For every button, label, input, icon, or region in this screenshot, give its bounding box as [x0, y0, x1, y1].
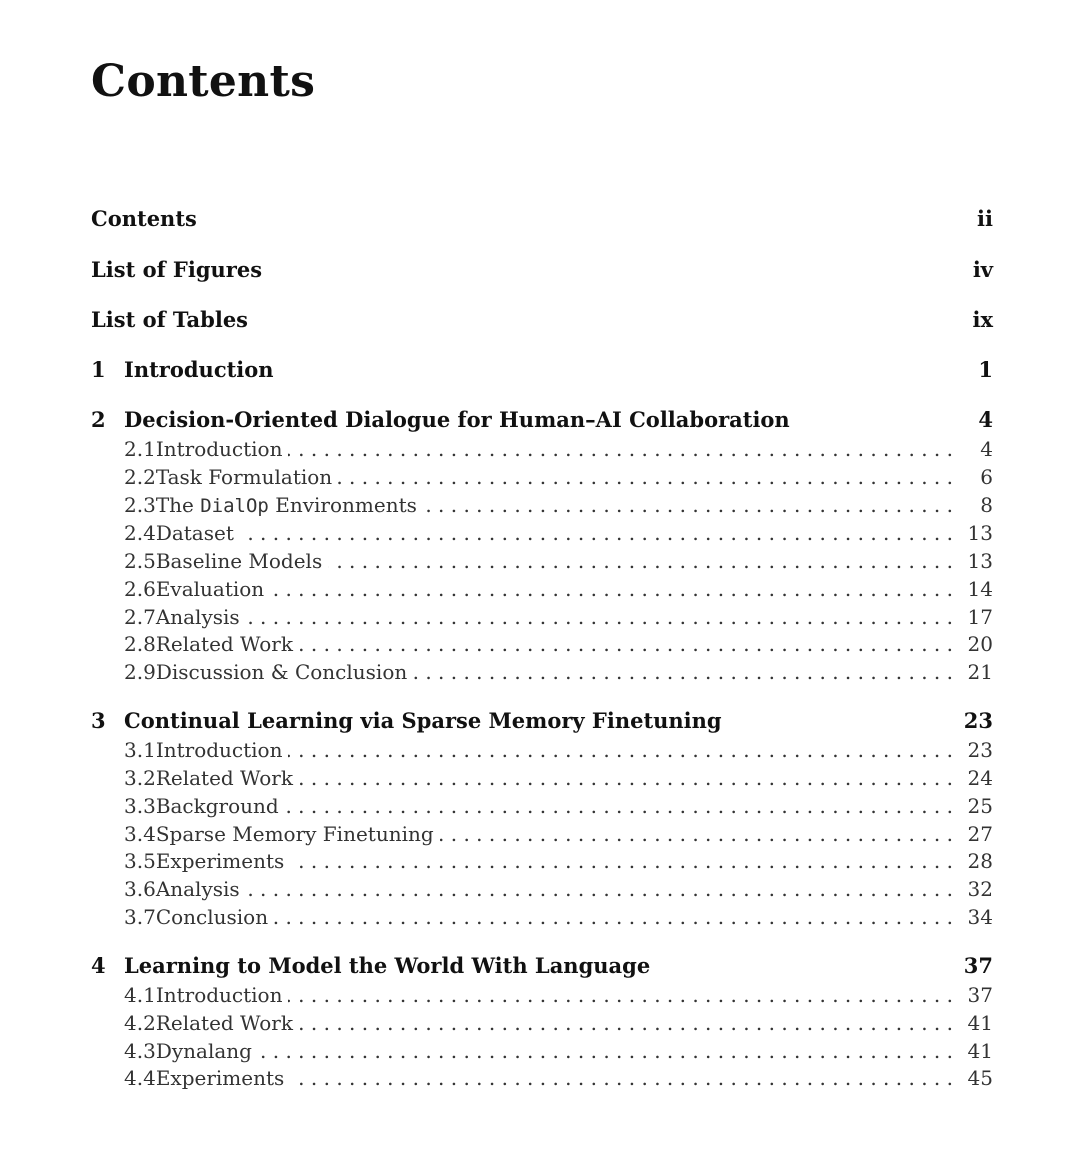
toc-section-page: 21 [967, 660, 993, 684]
toc-section-number: 3.1 [124, 738, 156, 762]
toc-section[interactable] [124, 435, 993, 463]
toc-section[interactable] [124, 603, 993, 631]
toc-section-title: Evaluation [155, 577, 265, 601]
toc-section[interactable] [124, 547, 993, 575]
toc-section-number: 4.3 [124, 1039, 156, 1063]
toc-chapter-page: 4 [978, 407, 993, 432]
toc-entry-title: List of Tables [91, 307, 248, 332]
toc-section[interactable] [124, 491, 993, 520]
toc-chapter-1[interactable] [91, 356, 993, 384]
toc-section-page: 8 [980, 493, 993, 517]
toc-section-page: 17 [967, 605, 993, 629]
toc-section-page: 34 [967, 905, 993, 929]
toc-section-number: 3.5 [124, 849, 156, 873]
toc-section-title: Discussion & Conclusion [155, 660, 408, 684]
toc-section-number: 4.4 [124, 1066, 156, 1090]
toc-section-title: Related Work [155, 1011, 293, 1035]
dot-leaders [293, 630, 965, 658]
toc-section[interactable] [124, 519, 993, 547]
toc-section-page: 41 [967, 1039, 993, 1063]
toc-section-page: 41 [967, 1011, 993, 1035]
dot-leaders [284, 847, 965, 875]
dot-leaders [240, 875, 965, 903]
toc-section-page: 25 [967, 794, 993, 818]
dot-leaders [279, 792, 965, 820]
toc-section-page: 24 [967, 766, 993, 790]
toc-section[interactable] [124, 658, 993, 686]
toc-section-number: 4.1 [124, 983, 156, 1007]
toc-section-page: 23 [967, 738, 993, 762]
toc-section[interactable] [124, 981, 993, 1009]
dot-leaders [264, 575, 965, 603]
toc-section[interactable] [124, 792, 993, 820]
toc-section[interactable] [124, 736, 993, 764]
dot-leaders [332, 463, 965, 491]
toc-entry-page: iv [972, 257, 993, 282]
toc-section-title: Analysis [155, 605, 240, 629]
toc-section-title: Dataset [155, 521, 234, 545]
toc-chapter-number: 3 [91, 708, 106, 733]
title-suffix: Environments [275, 493, 417, 517]
toc-section[interactable] [124, 1064, 993, 1092]
dot-leaders [282, 435, 965, 463]
toc-chapter-number: 1 [91, 357, 106, 382]
page-title: Contents [91, 56, 316, 107]
toc-section[interactable] [124, 875, 993, 903]
toc-section-number: 3.3 [124, 794, 156, 818]
toc-section-number: 3.7 [124, 905, 156, 929]
title-code: DialOp [200, 495, 269, 517]
toc-chapter-title: Continual Learning via Sparse Memory Finetuning [124, 708, 722, 733]
toc-section[interactable] [124, 764, 993, 792]
dot-leaders [282, 981, 965, 1009]
toc-section[interactable] [124, 847, 993, 875]
title-prefix: The [155, 493, 194, 517]
toc-entry-page: ii [977, 206, 993, 231]
toc-section[interactable] [124, 1009, 993, 1037]
toc-section-number: 3.2 [124, 766, 156, 790]
toc-section[interactable] [124, 1037, 993, 1065]
toc-section-page: 13 [967, 521, 993, 545]
toc-section-title: Analysis [155, 877, 240, 901]
dot-leaders [293, 764, 965, 792]
toc-chapter-3[interactable] [91, 707, 993, 735]
dot-leaders [234, 519, 965, 547]
toc-section-number: 3.4 [124, 822, 156, 846]
dot-leaders [407, 658, 965, 686]
toc-entry-list-of-tables[interactable] [91, 306, 993, 334]
toc-entry-page: ix [972, 307, 993, 332]
toc-section-page: 14 [967, 577, 993, 601]
toc-section-title: Experiments [155, 849, 285, 873]
toc-section-page: 27 [967, 822, 993, 846]
toc-section-number: 2.5 [124, 549, 156, 573]
toc-section-page: 6 [980, 465, 993, 489]
toc-section-title: Sparse Memory Finetuning [155, 822, 434, 846]
toc-chapter-number: 4 [91, 953, 106, 978]
toc-section-title: Baseline Models [155, 549, 323, 573]
toc-section-title: Experiments [155, 1066, 285, 1090]
toc-section-title: Related Work [155, 766, 293, 790]
toc-section-number: 2.8 [124, 632, 156, 656]
toc-chapter-4[interactable] [91, 952, 993, 980]
toc-section-page: 32 [967, 877, 993, 901]
toc-section-number: 3.6 [124, 877, 156, 901]
dot-leaders [282, 736, 965, 764]
toc-section-number: 2.4 [124, 521, 156, 545]
toc-section-number: 2.9 [124, 660, 156, 684]
toc-chapter-title: Introduction [124, 357, 274, 382]
toc-chapter-title: Decision-Oriented Dialogue for Human–AI Collaboration [124, 407, 790, 432]
dot-leaders [268, 903, 965, 931]
dot-leaders [417, 491, 965, 519]
toc-section-number: 2.3 [124, 493, 156, 517]
toc-section[interactable] [124, 463, 993, 491]
toc-section-page: 37 [967, 983, 993, 1007]
dot-leaders [293, 1009, 965, 1037]
toc-section-title: Introduction [155, 738, 283, 762]
toc-section-title: Introduction [155, 437, 283, 461]
toc-entry-contents[interactable] [91, 205, 993, 233]
toc-section-title: Dynalang [155, 1039, 252, 1063]
toc-entry-title: Contents [91, 206, 197, 231]
toc-chapter-2[interactable] [91, 406, 993, 434]
toc-section[interactable] [124, 630, 993, 658]
toc-entry-title: List of Figures [91, 257, 263, 282]
toc-section[interactable] [124, 575, 993, 603]
toc-section[interactable] [124, 903, 993, 931]
toc-section-number: 2.7 [124, 605, 156, 629]
toc-section-page: 28 [967, 849, 993, 873]
toc-entry-list-of-figures[interactable] [91, 256, 993, 284]
toc-chapter-page: 23 [963, 708, 993, 733]
dot-leaders [252, 1037, 965, 1065]
toc-section-page: 20 [967, 632, 993, 656]
toc-chapter-number: 2 [91, 407, 106, 432]
toc-section-title [156, 491, 417, 520]
dot-leaders [240, 603, 965, 631]
dot-leaders [434, 820, 965, 848]
toc-section-title: Task Formulation [155, 465, 333, 489]
toc-section-title: Introduction [155, 983, 283, 1007]
toc-chapter-title: Learning to Model the World With Language [124, 953, 651, 978]
toc-chapter-page: 37 [963, 953, 993, 978]
toc-section-number: 2.2 [124, 465, 156, 489]
toc-section-title: Background [155, 794, 279, 818]
toc-section-page: 13 [967, 549, 993, 573]
toc-section[interactable] [124, 820, 993, 848]
toc-section-page: 45 [967, 1066, 993, 1090]
toc-section-title: Related Work [155, 632, 293, 656]
toc-section-page: 4 [980, 437, 993, 461]
dot-leaders [322, 547, 965, 575]
toc-section-number: 2.1 [124, 437, 156, 461]
toc-section-title: Conclusion [155, 905, 269, 929]
toc-chapter-page: 1 [978, 357, 993, 382]
dot-leaders [284, 1064, 965, 1092]
toc-section-number: 4.2 [124, 1011, 156, 1035]
toc-section-number: 2.6 [124, 577, 156, 601]
